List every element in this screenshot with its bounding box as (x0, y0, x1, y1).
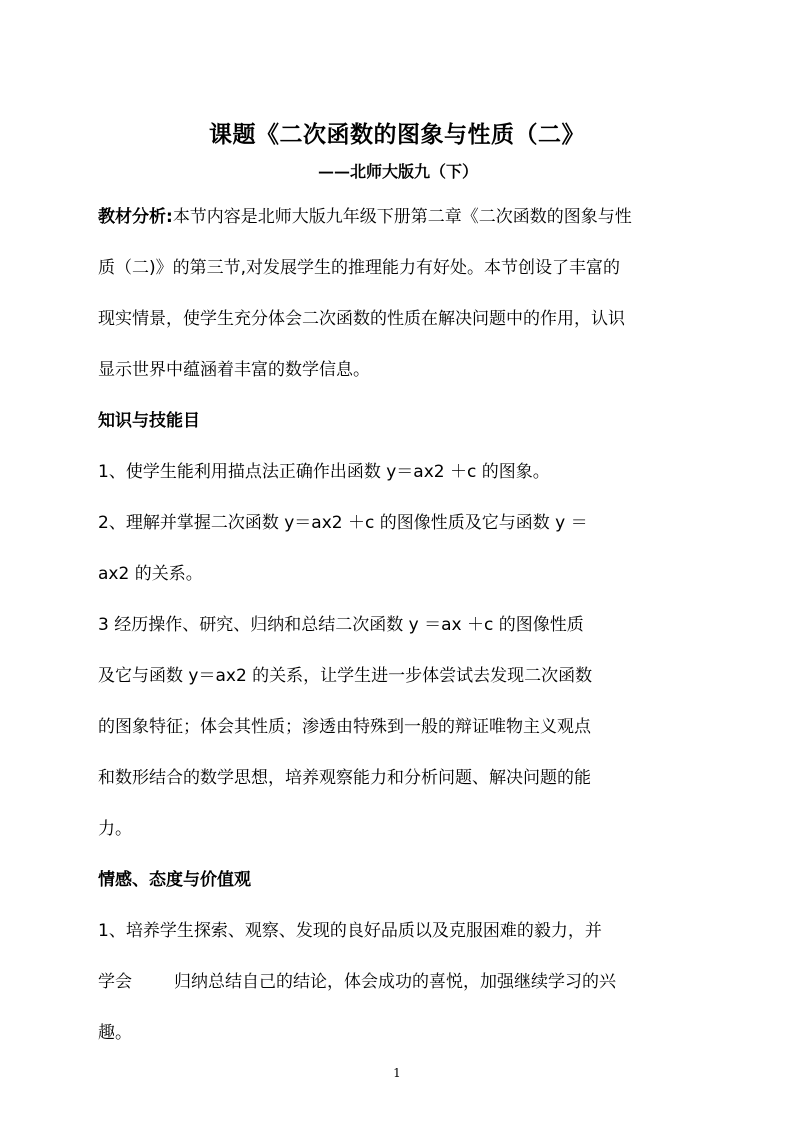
paragraph-line: ax2 的关系。 (98, 564, 203, 584)
paragraph-line: 及它与函数 y＝ax2 的关系，让学生进一步体尝试去发现二次函数 (98, 666, 593, 686)
paragraph-line: 趣。 (98, 1023, 132, 1043)
paragraph-fragment: 归纳总结自己的结论，体会成功的喜悦，加强继续学习的兴 (174, 972, 616, 992)
paragraph-line (98, 198, 702, 249)
paragraph-line: 的图象特征；体会其性质；渗透由特殊到一般的辩证唯物主义观点 (98, 717, 591, 737)
paragraph-line: 2、理解并掌握二次函数 y＝ax2 ＋c 的图像性质及它与函数 y ＝ (98, 513, 588, 533)
section-heading-attitude: 情感、态度与价值观 (98, 870, 251, 890)
section-heading-knowledge: 知识与技能目 (98, 411, 200, 431)
analysis-text: 本节内容是北师大版九年级下册第二章《二次函数的图象与性 (172, 207, 632, 227)
document-body (98, 198, 702, 1065)
paragraph-line: 现实情景，使学生充分体会二次函数的性质在解决问题中的作用，认识 (98, 309, 625, 329)
paragraph-line: 1、使学生能利用描点法正确作出函数 y＝ax2 ＋c 的图象。 (98, 462, 550, 482)
paragraph-line (98, 963, 702, 1014)
lesson-title: 课题《二次函数的图象与性质（二》 (209, 121, 585, 148)
analysis-label: 教材分析: (98, 207, 173, 227)
paragraph-line: 显示世界中蕴涵着丰富的数学信息。 (98, 360, 370, 380)
paragraph-line: 3 经历操作、研究、归纳和总结二次函数 y ＝ax ＋c 的图像性质 (98, 615, 584, 635)
paragraph-line: 1、培养学生探索、观察、发现的良好品质以及克服困难的毅力，并 (98, 921, 602, 941)
page-number: 1 (393, 1066, 401, 1080)
paragraph-fragment: 学会 (98, 972, 132, 992)
lesson-subtitle: ——北师大版九（下） (318, 162, 479, 181)
paragraph-line: 力。 (98, 819, 132, 839)
paragraph-line: 和数形结合的数学思想，培养观察能力和分析问题、解决问题的能 (98, 768, 591, 788)
paragraph-line: 质（二)》的第三节,对发展学生的推理能力有好处。本节创设了丰富的 (98, 258, 621, 278)
